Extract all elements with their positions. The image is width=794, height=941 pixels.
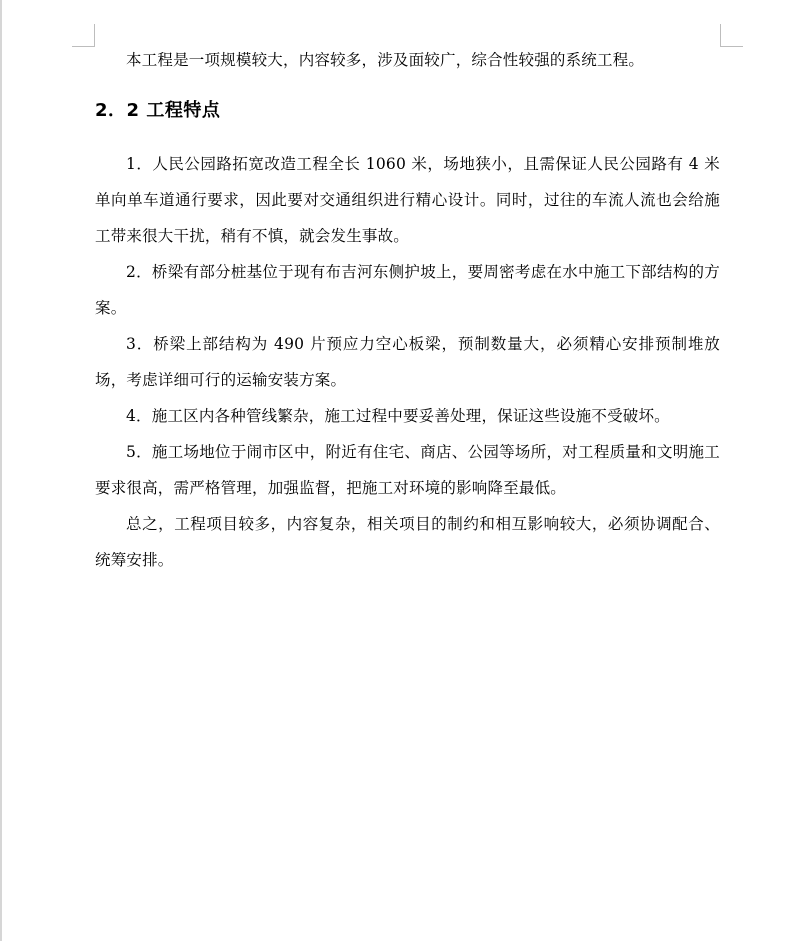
section-heading: 2．2 工程特点 xyxy=(95,100,221,121)
document-body[interactable] xyxy=(95,42,720,578)
margin-corner-mark-top-right xyxy=(720,24,743,47)
summary-paragraph: 总之，工程项目较多，内容复杂，相关项目的制约和相互影响较大，必须协调配合、统筹安排。 xyxy=(95,515,720,569)
list-item: 1．人民公园路拓宽改造工程全长 1060 米，场地狭小，且需保证人民公园路有 4 米单向单车道通行要求，因此要对交通组织进行精心设计。同时，过往的车流人流也会给施工带来很大干扰，稍有不慎，就会发生事故。 xyxy=(95,155,720,245)
list-item: 5．施工场地位于闹市区中，附近有住宅、商店、公园等场所，对工程质量和文明施工要求很高，需严格管理，加强监督，把施工对环境的影响降至最低。 xyxy=(95,443,720,497)
list-item: 2．桥梁有部分桩基位于现有布吉河东侧护坡上，要周密考虑在水中施工下部结构的方案。 xyxy=(95,263,720,317)
page-edge xyxy=(0,0,2,941)
margin-corner-mark-top-left xyxy=(72,24,95,47)
list-item: 4．施工区内各种管线繁杂，施工过程中要妥善处理，保证这些设施不受破坏。 xyxy=(126,407,670,425)
list-item: 3．桥梁上部结构为 490 片预应力空心板梁，预制数量大，必须精心安排预制堆放场，考虑详细可行的运输安装方案。 xyxy=(95,335,720,389)
intro-paragraph: 本工程是一项规模较大，内容较多，涉及面较广，综合性较强的系统工程。 xyxy=(126,51,645,69)
